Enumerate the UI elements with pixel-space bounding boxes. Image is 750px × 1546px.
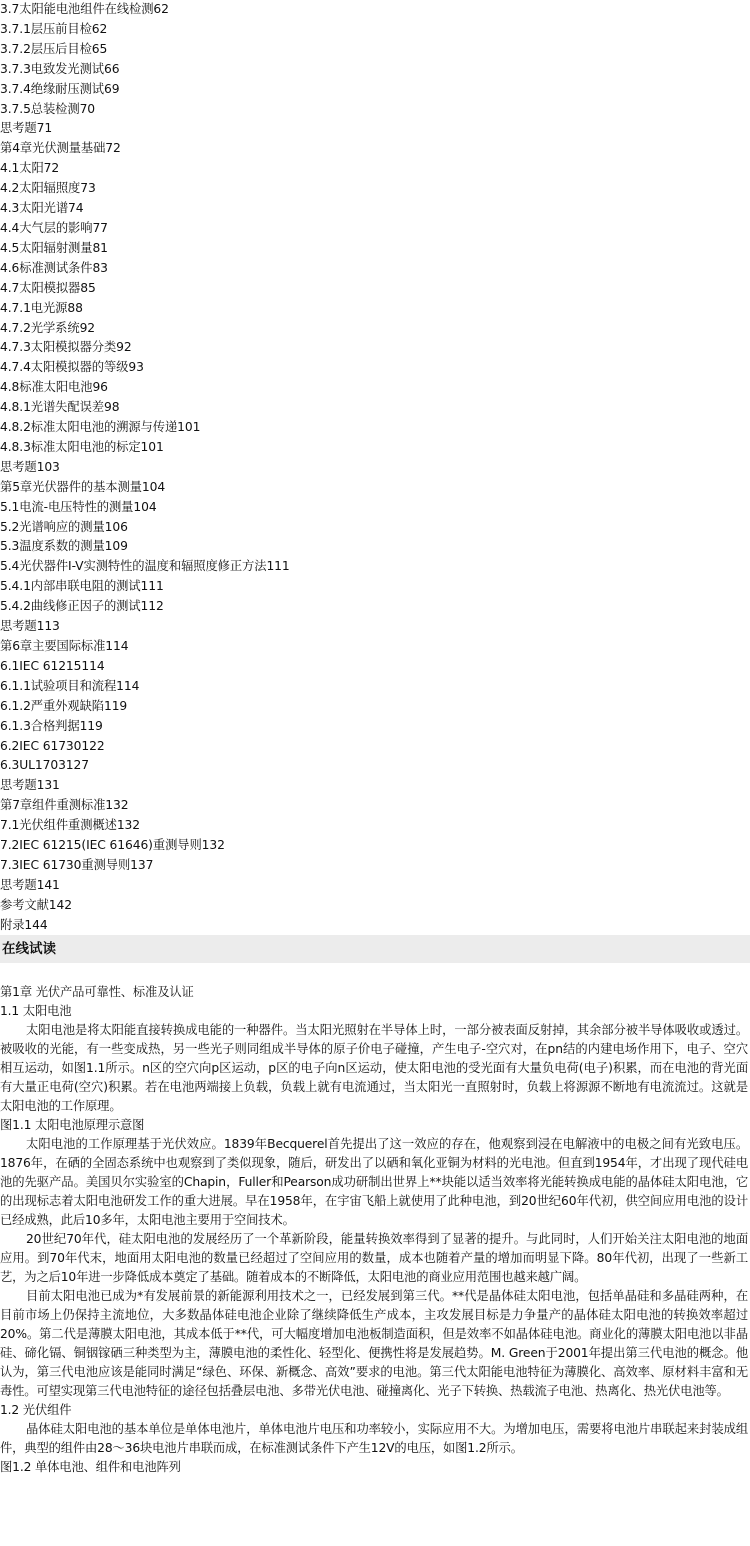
toc-item: 4.6标准测试条件83: [0, 260, 108, 275]
toc-item: 6.1.2严重外观缺陷119: [0, 698, 128, 713]
section-heading: 1.2 光伏组件: [0, 1403, 72, 1417]
toc-item: 3.7.4绝缘耐压测试69: [0, 81, 120, 96]
toc-item: 4.8.3标准太阳电池的标定101: [0, 439, 164, 454]
toc-item: 思考题131: [0, 778, 60, 793]
toc-item: 4.8.1光谱失配误差98: [0, 400, 120, 415]
toc-item: 3.7.2层压后目检65: [0, 41, 108, 56]
toc-item: 4.4大气层的影响77: [0, 220, 108, 235]
toc-item: 6.1.1试验项目和流程114: [0, 678, 140, 693]
paragraph: 20世纪70年代，硅太阳电池的发展经历了一个革新阶段，能量转换效率得到了显著的提升。与此同时，人们开始关注太阳电池的地面应用。到70年代末，地面用太阳电池的数量已经超过了空间应用的数量，成本也随着产量的增加而明显下降。80年代初，出现了一些新工艺，为之后10年进一步降低成本奠定了基础。随着成本的不断降低，太阳电池的商业应用范围也越来越广阔。: [0, 1232, 748, 1284]
toc-item: 5.4.2曲线修正因子的测试112: [0, 599, 164, 614]
toc-item: 6.3UL1703127: [0, 758, 89, 773]
toc-item: 第6章主要国际标准114: [0, 639, 129, 653]
toc-item: 4.7太阳模拟器85: [0, 280, 96, 295]
toc-item: 4.8.2标准太阳电池的溯源与传递101: [0, 420, 201, 435]
toc-item: 第7章组件重测标准132: [0, 798, 129, 813]
reading-content: [0, 983, 748, 1477]
figure-caption: 图1.1 太阳电池原理示意图: [0, 1118, 145, 1132]
paragraph: 晶体硅太阳电池的基本单位是单体电池片，单体电池片电压和功率较小，实际应用不大。为增加电压，需要将电池片串联起来封装成组件，典型的组件由28～36块电池片串联而成，在标准测试条件下产生12V的电压，如图1.2所示。: [0, 1422, 748, 1455]
toc-item: 3.7.5总装检测70: [0, 101, 96, 116]
toc-item: 7.3IEC 61730重测导则137: [0, 857, 154, 872]
toc-item: 4.8标准太阳电池96: [0, 380, 108, 395]
paragraph: 太阳电池的工作原理基于光伏效应。1839年Becquerel首先提出了这一效应的存在，他观察到浸在电解液中的电极之间有光致电压。1876年，在硒的全固态系统中也观察到了类似现象，随后，研发出了以硒和氧化亚铜为材料的光电池。但直到1954年，才出现了现代硅电池的先驱产品。美国贝尔实验室的Chapin，Fuller和Pearson成功研制出世界上**块能以适当效率将光能转换成电能的晶体硅太阳电池，它的出现标志着太阳电池研发工作的重大进展。早在1958年，在宇宙飞船上就使用了此种电池，到20世纪60年代初，供空间应用电池的设计已经成熟，此后10多年，太阳电池主要用于空间技术。: [0, 1137, 748, 1227]
toc-item: 6.2IEC 61730122: [0, 738, 105, 753]
toc-item: 4.5太阳辐射测量81: [0, 240, 108, 255]
figure-caption: 图1.2 单体电池、组件和电池阵列: [0, 1460, 181, 1474]
toc-item: 4.7.4太阳模拟器的等级93: [0, 360, 144, 375]
toc-item: 4.7.2光学系统92: [0, 320, 96, 335]
toc-item: 3.7.1层压前目检62: [0, 21, 108, 36]
section-heading: 1.1 太阳电池: [0, 1004, 72, 1018]
toc-item: 思考题113: [0, 619, 60, 634]
toc-item: 7.2IEC 61215(IEC 61646)重测导则132: [0, 838, 225, 853]
section-header-online-reading: 在线试读: [0, 935, 750, 963]
section-heading: 第1章 光伏产品可靠性、标准及认证: [0, 985, 194, 999]
toc-item: 参考文献142: [0, 897, 72, 912]
toc-item: 6.1.3合格判据119: [0, 718, 103, 733]
toc-item: 4.2太阳辐照度73: [0, 181, 96, 196]
toc-item: 5.3温度系数的测量109: [0, 539, 128, 554]
toc-item: 4.3太阳光谱74: [0, 201, 84, 216]
toc-item: 5.4.1内部串联电阻的测试111: [0, 579, 164, 594]
toc-item: 第4章光伏测量基础72: [0, 141, 121, 156]
toc-item: 附录144: [0, 917, 48, 932]
paragraph: 太阳电池是将太阳能直接转换成电能的一种器件。当太阳光照射在半导体上时，一部分被表面反射掉，其余部分被半导体吸收或透过。被吸收的光能，有一些变成热，另一些光子则同组成半导体的原子价电子碰撞，产生电子-空穴对，在pn结的内建电场作用下，电子、空穴相互运动，如图1.1所示。n区的空穴向p区运动，p区的电子向n区运动，使太阳电池的受光面有大量负电荷(电子)积累，而在电池的背光面有大量正电荷(空穴)积累。若在电池两端接上负载，负载上就有电流通过，当太阳光一直照射时，负载上将源源不断地有电流流过。这就是太阳电池的工作原理。: [0, 1023, 748, 1113]
toc-item: 思考题141: [0, 877, 60, 892]
toc-item: 7.1光伏组件重测概述132: [0, 818, 141, 833]
toc-item: 5.2光谱响应的测量106: [0, 519, 128, 534]
toc-item: 4.1太阳72: [0, 161, 60, 176]
toc-item: 思考题103: [0, 459, 60, 474]
toc-item: 5.1电流-电压特性的测量104: [0, 499, 157, 514]
paragraph: 目前太阳电池已成为*有发展前景的新能源利用技术之一，已经发展到第三代。**代是晶体硅太阳电池，包括单晶硅和多晶硅两种，在目前市场上仍保持主流地位，大多数晶体硅电池企业除了继续降低生产成本，主攻发展目标是力争量产的晶体硅太阳电池的转换效率超过20%。第二代是薄膜太阳电池，其成本低于**代，可大幅度增加电池板制造面积，但是效率不如晶体硅电池。商业化的薄膜太阳电池以非晶硅、碲化镉、铜铟镓硒三种类型为主，薄膜电池的柔性化、轻型化、便携性将是发展趋势。M. Green于2001年提出第三代电池的概念。他认为，第三代电池应该是能同时满足“绿色、环保、新概念、高效”要求的电池。第三代太阳能电池特征为薄膜化、高效率、原材料丰富和无毒性。可望实现第三代电池特征的途径包括叠层电池、多带光伏电池、碰撞离化、光子下转换、热载流子电池、热离化、热光伏电池等。: [0, 1289, 748, 1398]
toc-item: 3.7太阳能电池组件在线检测62: [0, 2, 169, 16]
toc-item: 4.7.1电光源88: [0, 300, 83, 315]
toc-item: 4.7.3太阳模拟器分类92: [0, 340, 132, 355]
toc-item: 5.4光伏器件I-V实测特性的温度和辐照度修正方法111: [0, 559, 290, 574]
toc-item: 第5章光伏器件的基本测量104: [0, 479, 166, 494]
toc-item: 6.1IEC 61215114: [0, 658, 105, 673]
toc-item: 3.7.3电致发光测试66: [0, 61, 120, 76]
toc-item: 思考题71: [0, 121, 53, 136]
